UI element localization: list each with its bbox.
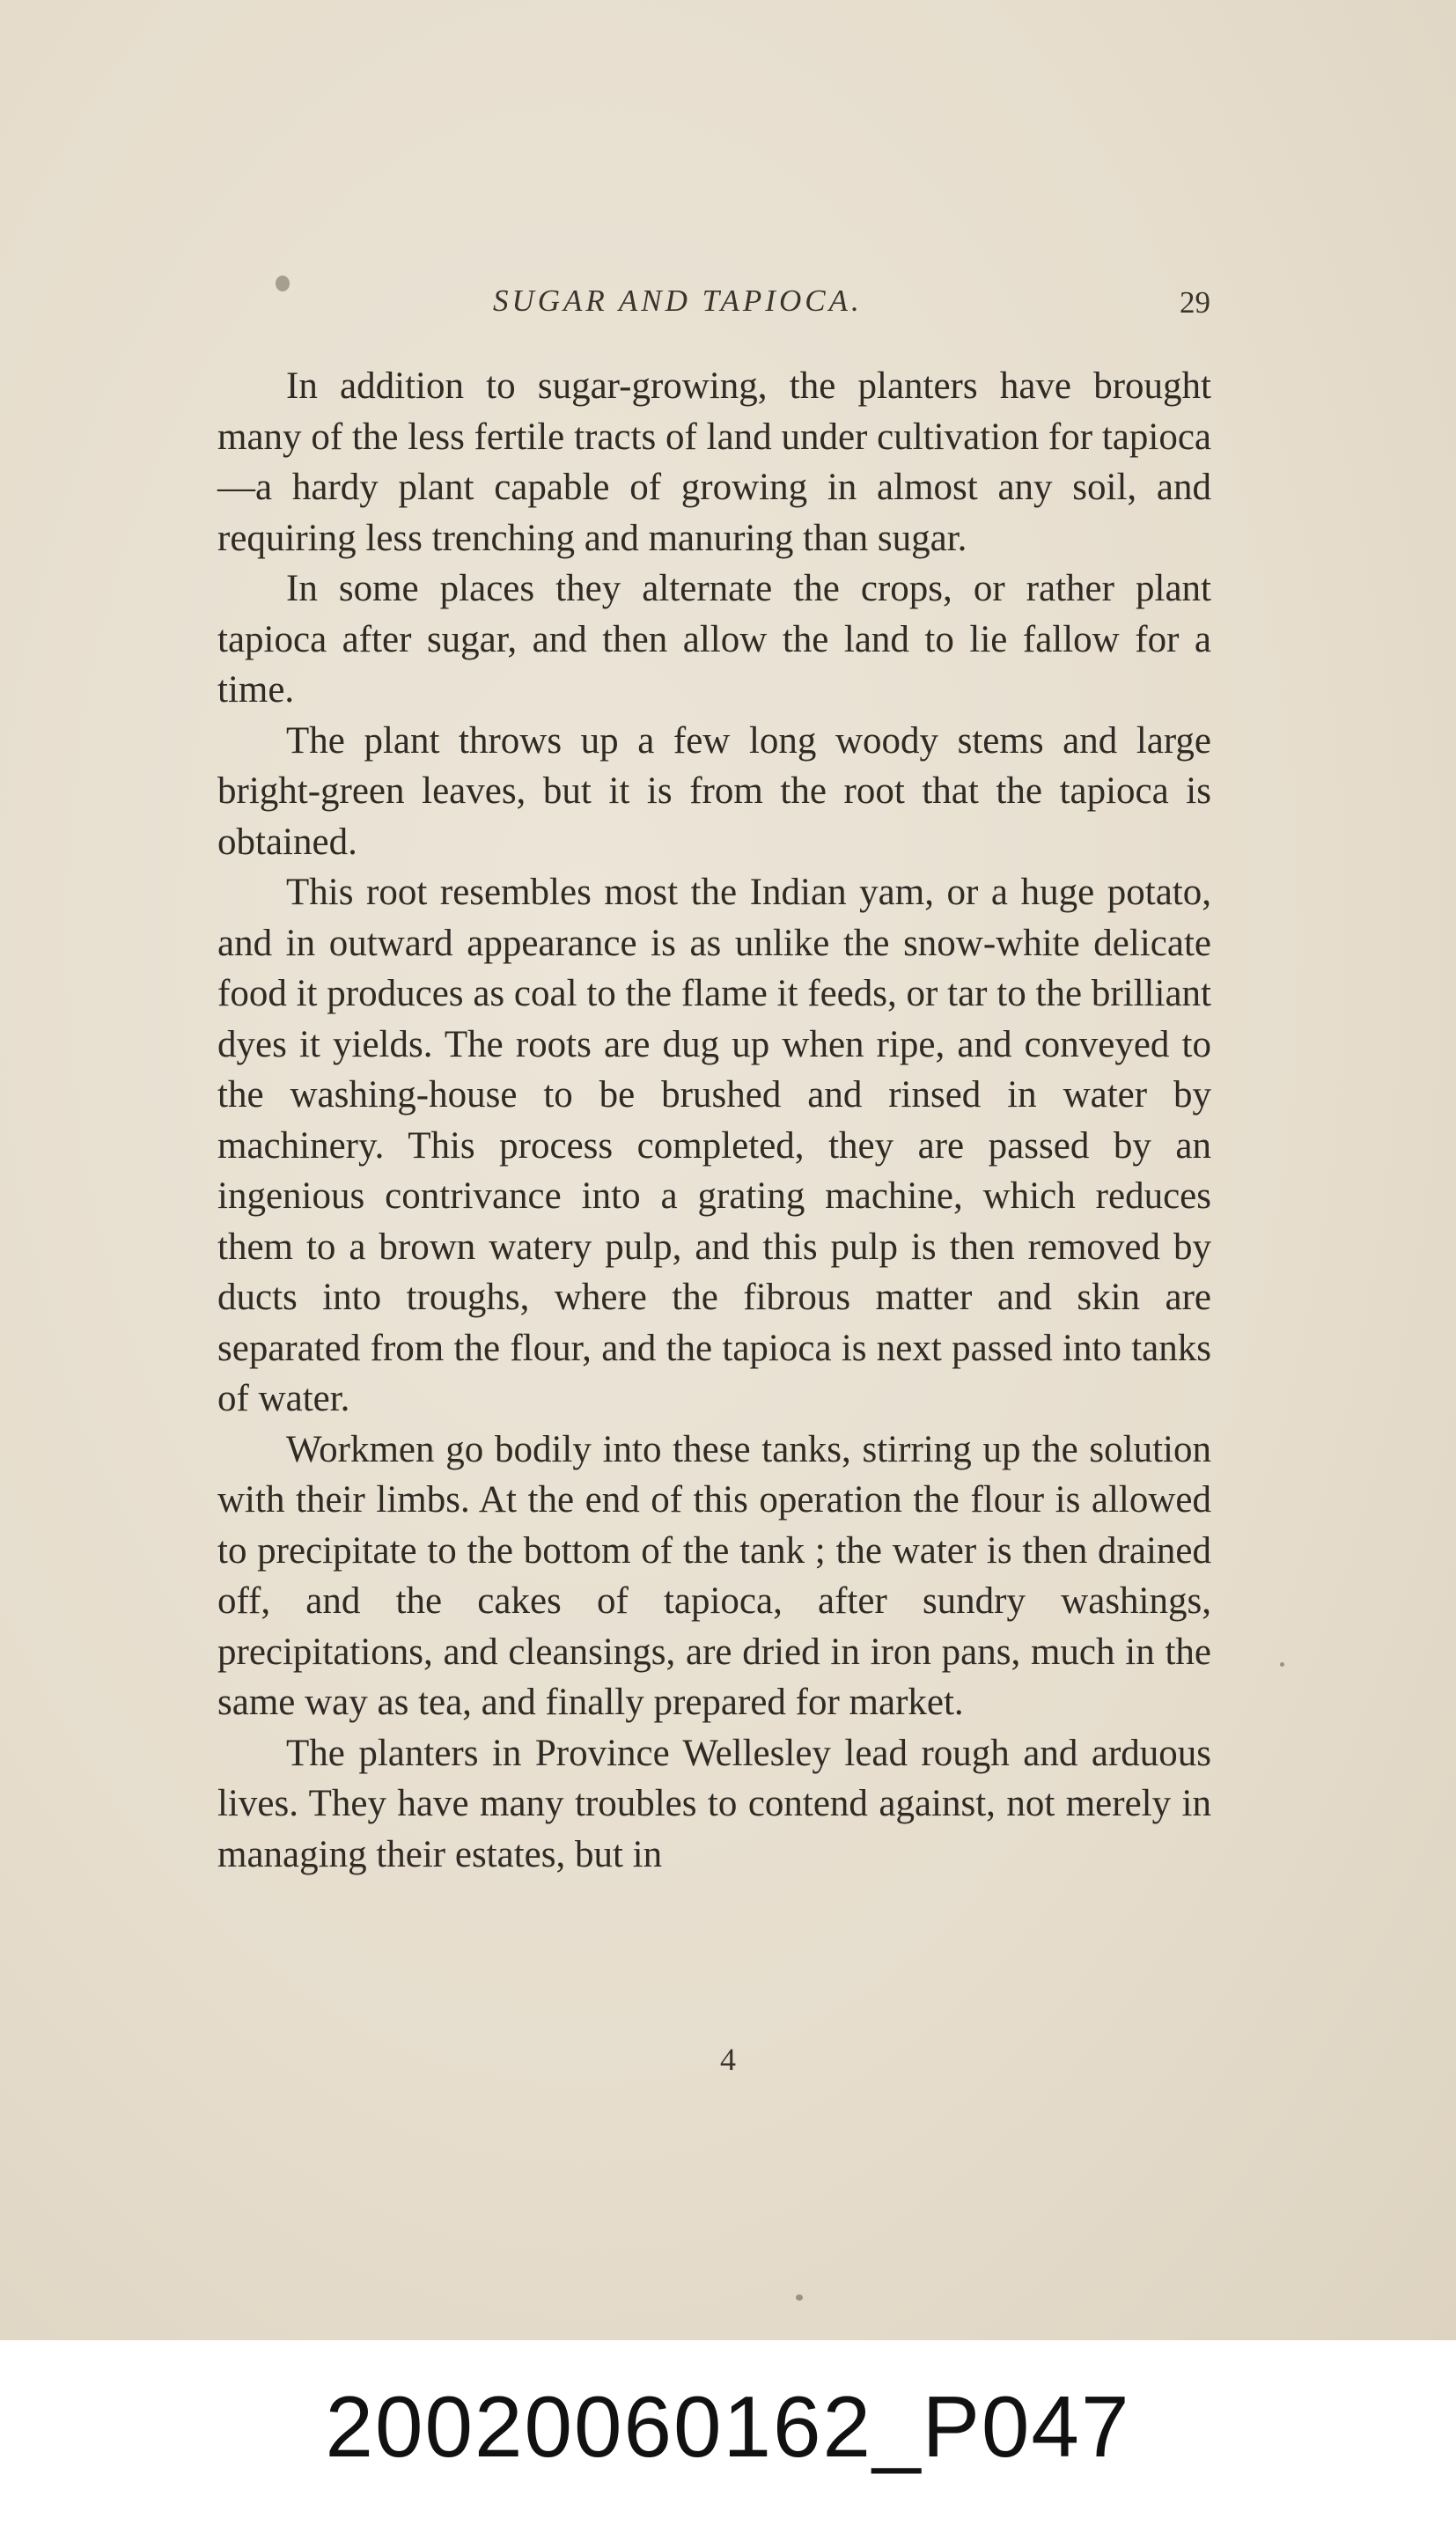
image-caption: 20020060162_P047 xyxy=(325,2378,1131,2475)
paper-spot xyxy=(796,2294,803,2301)
running-head xyxy=(0,284,1456,336)
paragraph: The planters in Province Wellesley lead rough and arduous lives. They have many troubles to contend against, not merely in managing their estates, but in xyxy=(217,1732,1211,1875)
paragraph: The plant throws up a few long woody stems and large bright-green leaves, but it is from the root that the tapioca is obtained. xyxy=(217,719,1211,863)
paragraph: This root resembles most the Indian yam, or a huge potato, and in outward appearance is as unlike the snow-white delicate food it produces as coal to the flame it feeds, or tar to the brilliant dyes it yields. The roots are dug up when ripe, and conveyed to the washing-house to be brushed and rinsed in water by machinery. This process completed, they are passed by an ingenious contrivance into a grating machine, which reduces them to a brown watery pulp, and this pulp is then removed by ducts into troughs, where the fibrous matter and skin are separated from the flour, and the tapioca is next passed into tanks of water. xyxy=(217,872,1211,1419)
paper-spot xyxy=(1280,1662,1284,1667)
running-title: SUGAR AND TAPIOCA. xyxy=(493,284,863,318)
body-text xyxy=(217,361,1211,1880)
paragraph: Workmen go bodily into these tanks, stirring up the solution with their limbs. At the end of this operation the flour is allowed to precipitate to the bottom of the tank ; the water is then drained off, and the cakes of tapioca, after sundry washings, precipitations, and cleansings, are dried in iron pans, much in the same way as tea, and finally prepared for market. xyxy=(217,1428,1211,1723)
paragraph: In some places they alternate the crops, or rather plant tapioca after sugar, and then allow the land to lie fallow for a time. xyxy=(217,568,1211,711)
signature-mark: 4 xyxy=(720,2042,736,2077)
paragraph: In addition to sugar-growing, the planters have brought many of the less fertile tracts of land under cultivation for tapioca—a hardy plant capable of growing in almost any soil, and requiring less trenching and manuring than sugar. xyxy=(217,365,1211,559)
page-number: 29 xyxy=(1180,285,1210,320)
